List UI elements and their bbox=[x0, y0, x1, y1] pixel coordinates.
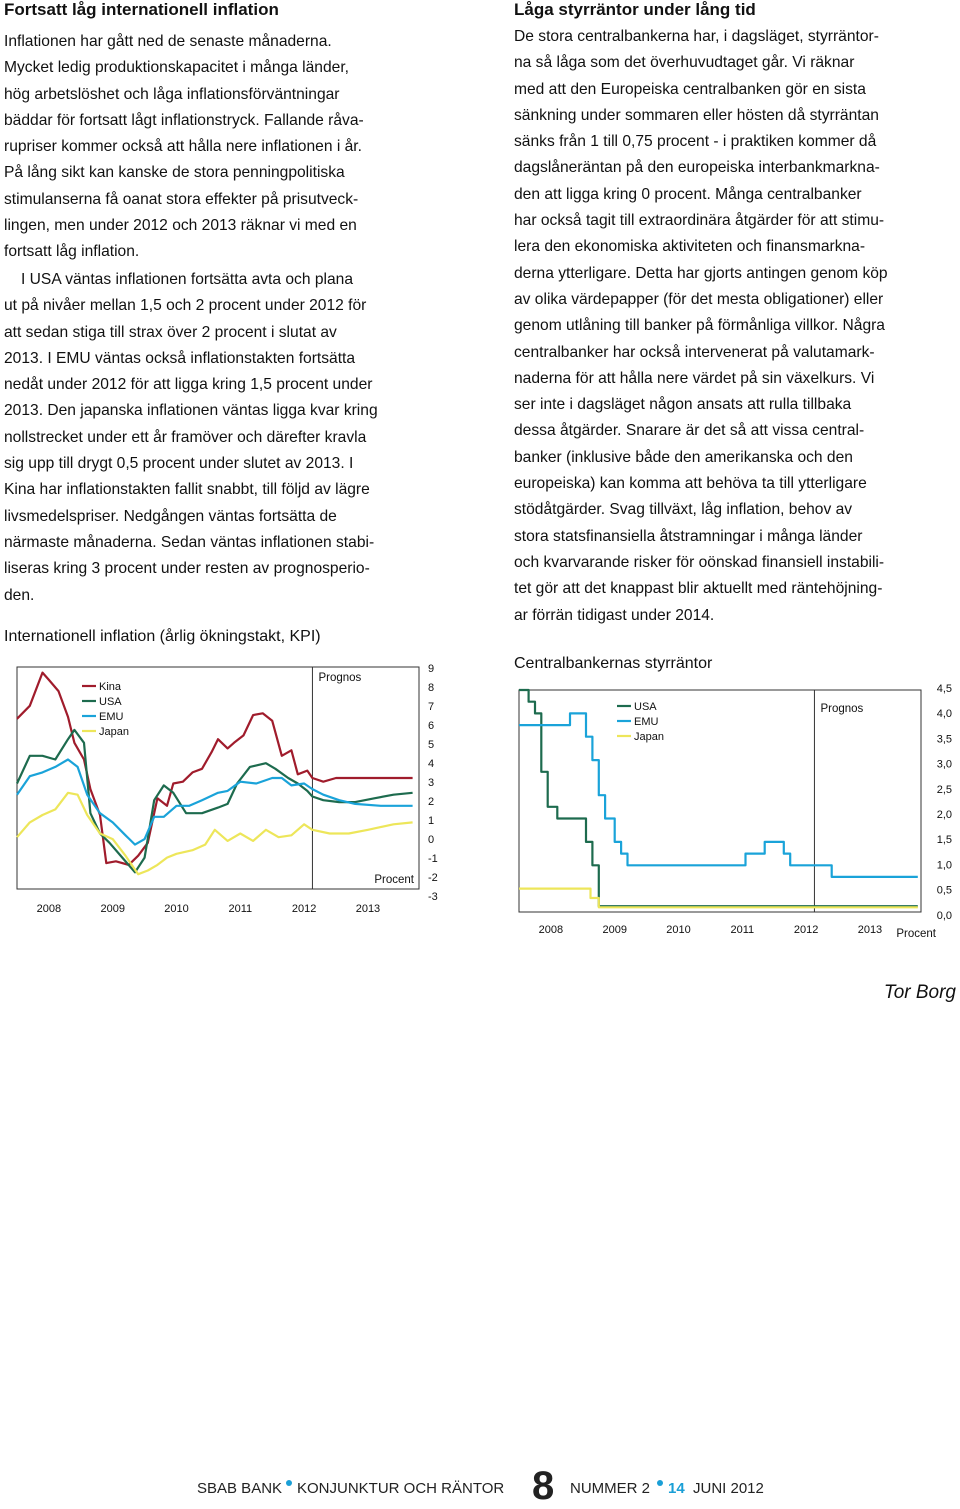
forecast-label: Prognos bbox=[820, 703, 864, 715]
plot-frame bbox=[519, 690, 921, 912]
legend-label: USA bbox=[634, 701, 657, 713]
x-tick-label: 2009 bbox=[100, 903, 125, 915]
text-line: bäddar för fortsatt lågt inflationstryck. Fallande råva- bbox=[4, 111, 364, 129]
text-line: På lång sikt kan kanske de stora penningpolitiska bbox=[4, 164, 345, 182]
text-line: stimulanserna få oanat stora effekter på prisutveck- bbox=[4, 190, 359, 208]
y-tick-label: 4,5 bbox=[936, 683, 952, 695]
chart-title-inflation: Internationell inflation (årlig ökningstakt, KPI) bbox=[4, 628, 321, 645]
unit-label: Procent bbox=[374, 874, 414, 886]
text-line: stödåtgärder. Svag tillväxt, låg inflation, behov av bbox=[514, 501, 853, 519]
footer-date: JUNI 2012 bbox=[693, 1480, 764, 1497]
text-line: och kvarvarande risker för oönskad finansiell instabili- bbox=[514, 553, 885, 571]
footer-section: KONJUNKTUR OCH RÄNTOR bbox=[297, 1480, 505, 1497]
text-line: lera den ekonomiska aktiviteten och finansmarkna- bbox=[514, 238, 866, 256]
text-line: rupriser kommer också att hålla nere inflationen i år. bbox=[4, 138, 362, 156]
text-line: dagslåneräntan på den europeiska interbankmarkna- bbox=[514, 159, 880, 177]
chart-title-rates: Centralbankernas styrräntor bbox=[514, 655, 713, 672]
legend-label: Kina bbox=[99, 681, 122, 693]
y-tick-label: 0,5 bbox=[936, 884, 952, 897]
text-line: europeiska) kan komma att behöva ta till ytterligare bbox=[514, 475, 867, 493]
section-heading-inflation: Fortsatt låg internationell inflation bbox=[4, 0, 279, 19]
legend-label: Japan bbox=[99, 726, 129, 738]
text-line: fortsatt låg inflation. bbox=[4, 243, 140, 261]
footer-issue: NUMMER 2 bbox=[570, 1480, 651, 1497]
x-tick-label: 2008 bbox=[538, 924, 564, 936]
y-tick-label: 0,0 bbox=[936, 909, 952, 922]
footer-day: 14 bbox=[668, 1480, 685, 1497]
text-line: lingen, men under 2012 och 2013 räknar vi med en bbox=[4, 217, 357, 235]
text-line: ut på nivåer mellan 1,5 och 2 procent under 2012 för bbox=[4, 297, 367, 315]
text-line: derna ytterligare. Detta har gjorts antingen genom köp bbox=[514, 264, 888, 282]
page-footer bbox=[0, 1464, 960, 1508]
text-line: närmaste månaderna. Sedan väntas inflationen stabi- bbox=[4, 533, 375, 551]
text-line: att sedan stiga till strax över 2 procent i slutat av bbox=[4, 323, 337, 341]
y-tick-label: 2,0 bbox=[936, 809, 952, 821]
x-tick-label: 2010 bbox=[164, 903, 189, 915]
text-line: den. bbox=[4, 586, 35, 604]
inflation-chart bbox=[4, 657, 456, 922]
legend-label: EMU bbox=[99, 711, 124, 723]
paragraph-inflation-1 bbox=[4, 29, 364, 266]
text-line: Mycket ledig produktionskapacitet i många länder, bbox=[4, 59, 349, 77]
y-tick-label: 6 bbox=[428, 720, 435, 732]
text-line: stora statsfinansiella åtstramningar i många länder bbox=[514, 527, 863, 545]
y-tick-label: 3,0 bbox=[936, 758, 952, 771]
rates-chart bbox=[514, 680, 960, 942]
y-tick-label: -2 bbox=[428, 872, 438, 884]
text-line: Inflationen har gått ned de senaste månaderna. bbox=[4, 33, 332, 50]
author-signature: Tor Borg bbox=[883, 982, 956, 1003]
y-tick-label: 2,5 bbox=[936, 783, 952, 796]
text-line: Kina har inflationstakten fallit snabbt, till följd av lägre bbox=[4, 481, 370, 499]
text-line: den att ligga kring 0 procent. Många centralbanker bbox=[514, 185, 862, 203]
x-tick-label: 2012 bbox=[291, 903, 317, 915]
x-tick-label: 2013 bbox=[355, 903, 381, 915]
y-tick-label: 4,0 bbox=[936, 708, 952, 721]
series-line-japan bbox=[519, 889, 918, 908]
text-line: ser inte i dagsläget någon ansats att rulla tillbaka bbox=[514, 396, 852, 414]
y-tick-label: -3 bbox=[428, 891, 438, 903]
text-line: De stora centralbankerna har, i dagsläget, styrräntor- bbox=[514, 28, 879, 45]
text-line: livsmedelspriser. Nedgången väntas fortsätta de bbox=[4, 507, 337, 525]
x-tick-label: 2009 bbox=[602, 924, 627, 936]
paragraph-inflation-2 bbox=[4, 267, 378, 609]
text-line: 2013. Den japanska inflationen väntas ligga kvar kring bbox=[4, 402, 378, 420]
text-line: banker (inklusive både den amerikanska och den bbox=[514, 448, 853, 466]
text-line: nollstrecket under ett år framöver och därefter kravla bbox=[4, 428, 367, 446]
y-tick-label: 5 bbox=[428, 739, 435, 751]
section-heading-rates: Låga styrräntor under lång tid bbox=[514, 0, 756, 19]
footer-dot-2 bbox=[657, 1480, 663, 1486]
text-line: 2013. I EMU väntas också inflationstakten fortsätta bbox=[4, 349, 356, 367]
text-line: har också tagit till extraordinära åtgärder för att stimu- bbox=[514, 212, 885, 230]
legend-label: EMU bbox=[634, 716, 659, 728]
series-line-emu bbox=[519, 713, 918, 877]
series-line-kina bbox=[17, 673, 413, 865]
text-line: sänks från 1 till 0,75 procent - i praktiken kommer då bbox=[514, 133, 877, 151]
text-line: tet gör att det knappast blir aktuellt med räntehöjning- bbox=[514, 580, 883, 598]
x-tick-label: 2010 bbox=[666, 924, 691, 936]
y-tick-label: 3,5 bbox=[936, 733, 952, 746]
x-tick-label: 2011 bbox=[228, 903, 253, 915]
paragraph-rates bbox=[514, 24, 888, 629]
text-line: hög arbetslöshet och låga inflationsförväntningar bbox=[4, 85, 340, 103]
y-tick-label: 1,5 bbox=[936, 834, 952, 847]
series-line-japan bbox=[17, 793, 413, 874]
y-tick-label: 0 bbox=[428, 834, 435, 846]
legend-label: USA bbox=[99, 696, 122, 708]
text-line: sig upp till drygt 0,5 procent under slutet av 2013. I bbox=[4, 455, 354, 473]
footer-dot bbox=[286, 1480, 292, 1486]
x-tick-label: 2013 bbox=[857, 924, 883, 936]
forecast-label: Prognos bbox=[318, 672, 362, 684]
text-line: centralbanker har också intervenerat på valutamark- bbox=[514, 343, 875, 361]
text-line: med att den Europeiska centralbanken gör en sista bbox=[514, 80, 866, 98]
footer-brand: SBAB BANK bbox=[197, 1480, 283, 1497]
y-tick-label: 4 bbox=[428, 758, 435, 770]
text-line: liseras kring 3 procent under resten av prognosperio- bbox=[4, 560, 370, 578]
y-tick-label: 1,0 bbox=[936, 859, 952, 872]
y-tick-label: 7 bbox=[428, 701, 435, 713]
text-line: genom utlåning till banker på förmånliga villkor. Några bbox=[514, 317, 885, 335]
text-line: naderna för att hålla nere värdet på sin växelkurs. Vi bbox=[514, 369, 875, 387]
text-line: dessa åtgärder. Snarare är det så att vissa central- bbox=[514, 422, 865, 440]
page-number: 8 bbox=[532, 1464, 555, 1508]
text-line: na så låga som det överhuvudtaget går. Vi räknar bbox=[514, 54, 855, 72]
text-line: I USA väntas inflationen fortsätta avta och plana bbox=[21, 271, 354, 288]
x-tick-label: 2012 bbox=[793, 924, 819, 936]
x-tick-label: 2008 bbox=[36, 903, 62, 915]
text-line: av olika värdepapper (för det mesta obligationer) eller bbox=[514, 290, 884, 308]
series-line-usa bbox=[519, 690, 918, 906]
y-tick-label: -1 bbox=[428, 853, 438, 865]
y-tick-label: 3 bbox=[428, 777, 435, 789]
text-line: ar förrän tidigast under 2014. bbox=[514, 606, 715, 624]
unit-label: Procent bbox=[896, 928, 936, 940]
x-tick-label: 2011 bbox=[730, 924, 755, 936]
text-line: sänkning under sommaren eller hösten då styrräntan bbox=[514, 106, 879, 124]
y-tick-label: 1 bbox=[428, 815, 435, 827]
y-tick-label: 8 bbox=[428, 682, 435, 694]
legend-label: Japan bbox=[634, 731, 664, 743]
y-tick-label: 9 bbox=[428, 663, 435, 675]
y-tick-label: 2 bbox=[428, 796, 435, 808]
series-line-usa bbox=[17, 730, 413, 872]
text-line: nedåt under 2012 för att ligga kring 1,5 procent under bbox=[4, 376, 373, 394]
